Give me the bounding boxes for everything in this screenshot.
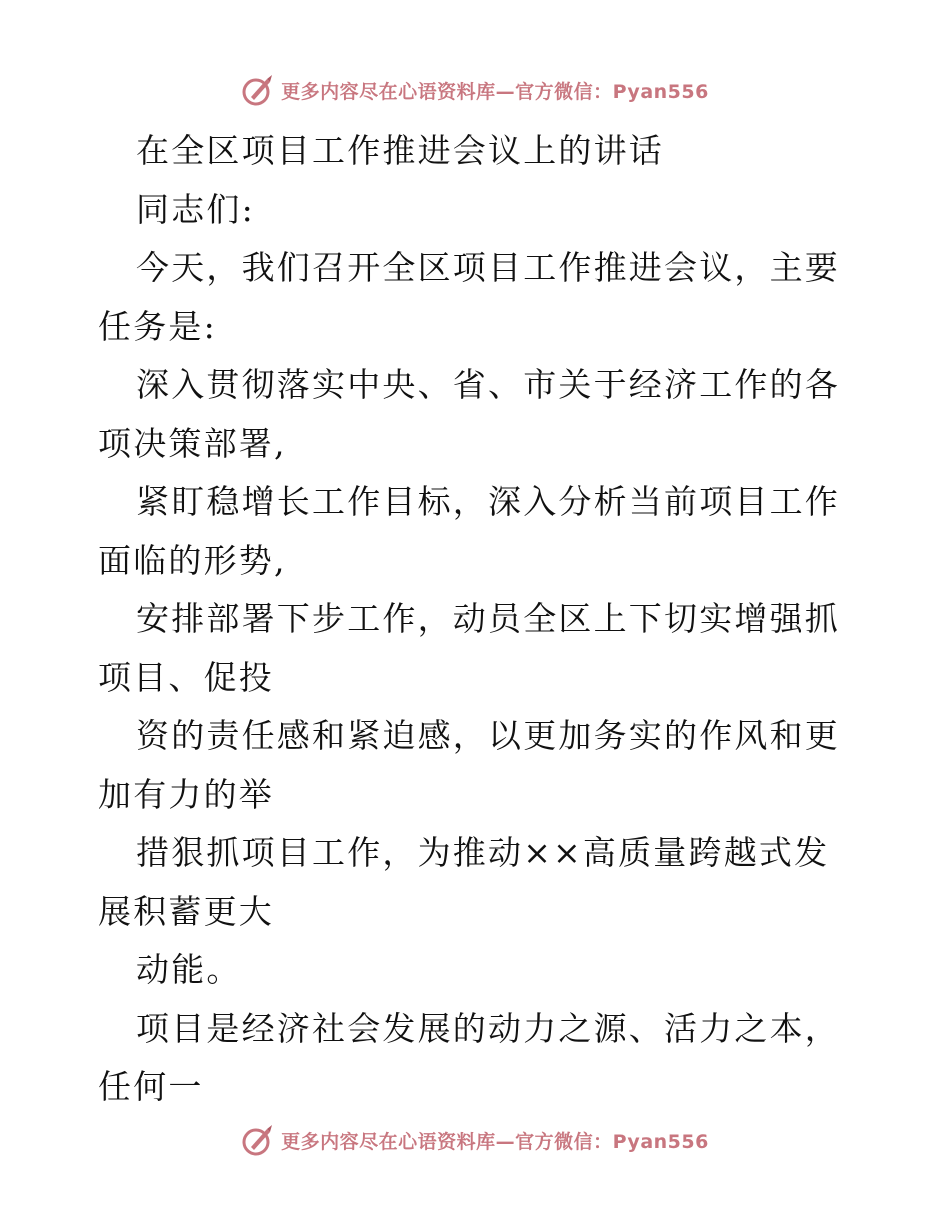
quill-pen-circle-icon	[241, 73, 275, 107]
paragraph: 深入贯彻落实中央、省、市关于经济工作的各项决策部署,	[98, 365, 840, 463]
salutation: 同志们:	[136, 189, 255, 229]
paragraph: 安排部署下步工作，动员全区上下切实增强抓项目、促投	[98, 599, 840, 697]
paragraph: 动能。	[136, 950, 242, 989]
watermark-text: 更多内容尽在心语资料库—官方微信：Pyan556	[281, 80, 709, 103]
quill-pen-circle-icon	[241, 1123, 275, 1157]
document-title: 在全区项目工作推进会议上的讲话	[136, 131, 664, 170]
paragraph: 措狠抓项目工作，为推动××高质量跨越式发展积蓄更大	[98, 833, 830, 931]
document-body	[98, 122, 858, 1117]
footer-watermark	[0, 1120, 950, 1160]
header-watermark	[0, 70, 950, 110]
paragraph: 资的责任感和紧迫感，以更加务实的作风和更加有力的举	[98, 716, 840, 814]
paragraph: 紧盯稳增长工作目标，深入分析当前项目工作面临的形势,	[98, 482, 840, 580]
paragraph: 项目是经济社会发展的动力之源、活力之本，任何一	[98, 1008, 840, 1106]
watermark-text: 更多内容尽在心语资料库—官方微信：Pyan556	[281, 1130, 709, 1153]
paragraph: 今天，我们召开全区项目工作推进会议，主要任务是:	[98, 248, 840, 346]
